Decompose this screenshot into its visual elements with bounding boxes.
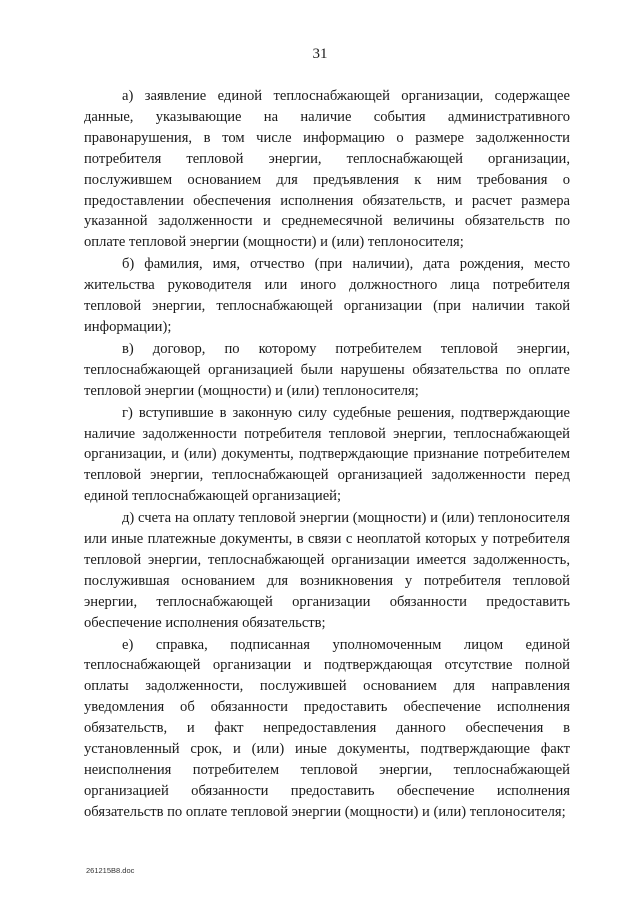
paragraph-b: б) фамилия, имя, отчество (при наличии), дата рождения, место жительства руководителя или иного должностного лица потребителя тепловой энергии, теплоснабжающей организации (при наличии такой информации); (84, 256, 570, 335)
paragraph-v: в) договор, по которому потребителем тепловой энергии, теплоснабжающей организацией были нарушены обязательства по оплате тепловой энергии (мощности) и (или) теплоносителя; (84, 340, 570, 399)
footer-filename: 261215B8.doc (86, 866, 135, 875)
page-number: 31 (312, 46, 328, 62)
paragraph-g: г) вступившие в законную силу судебные решения, подтверждающие наличие задолженности потребителя тепловой энергии, теплоснабжающей организации, и (или) документы, подтверждающие признание потребителем тепловой энергии, теплоснабжающей организацией задолженности перед единой теплоснабжающей организацией; (84, 404, 570, 505)
paragraph-d: д) счета на оплату тепловой энергии (мощности) и (или) теплоносителя или иные платежные документы, в связи с неоплатой которых у потребителя тепловой энергии, теплоснабжающей организации имеется задолженность, послужившая основанием для возникновения у потребителя тепловой энергии, теплоснабжающей организации обязанности предоставить обеспечение исполнения обязательств; (84, 510, 570, 631)
paragraph-e: е) справка, подписанная уполномоченным лицом единой теплоснабжающей организации и подтверждающая отсутствие полной оплаты задолженности, послужившей основанием для направления уведомления об обязанности предоставить обеспечение исполнения обязательств, и факт непредоставления данного обеспечения в установленный срок, и (или) иные документы, подтверждающие факт неисполнения потребителем тепловой энергии, теплоснабжающей организацией обязанности предоставить обеспечение исполнения обязательств по оплате тепловой энергии (мощности) и (или) теплоносителя; (84, 636, 570, 820)
document-body (84, 86, 570, 824)
paragraph-a: а) заявление единой теплоснабжающей организации, содержащее данные, указывающие на наличие события административного правонарушения, в том числе информацию о размере задолженности потребителя тепловой энергии, теплоснабжающей организации, послужившем основанием для предъявления к ним требования о предоставлении обеспечения исполнения обязательств, и расчет размера указанной задолженности и среднемесячной величины обязательств по оплате тепловой энергии (мощности) и (или) теплоносителя; (84, 88, 570, 251)
